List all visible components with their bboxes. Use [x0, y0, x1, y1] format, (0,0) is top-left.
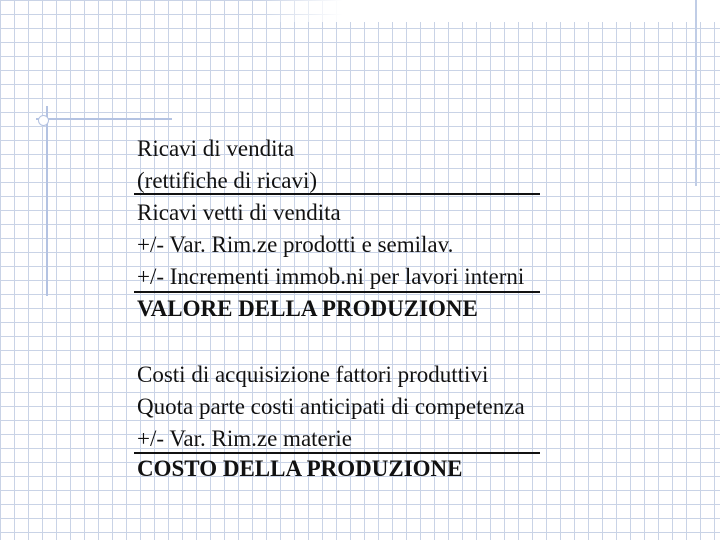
production-cost-total: COSTO DELLA PRODUZIONE — [137, 456, 463, 481]
revenue-line: Ricavi di vendita — [137, 136, 295, 161]
top-fade — [260, 0, 720, 22]
capitalized-work-line: +/- Incrementi immob.ni per lavori interni — [137, 264, 525, 289]
slide-decoration-horizontal — [36, 118, 172, 120]
accrued-costs-line: Quota parte costi anticipati di competenza — [137, 394, 525, 419]
net-revenue-line: Ricavi vetti di vendita — [137, 200, 341, 225]
slide-decoration-circle — [38, 115, 49, 126]
cost-total-rule — [134, 452, 540, 454]
revenue-adjustments-line: (rettifiche di ricavi) — [137, 168, 318, 193]
materials-inventory-change-line: +/- Var. Rim.ze materie — [137, 426, 353, 451]
subtotal-rule — [134, 193, 540, 195]
slide-decoration-vertical — [46, 106, 48, 296]
production-value-total: VALORE DELLA PRODUZIONE — [137, 296, 478, 321]
acquisition-costs-line: Costi di acquisizione fattori produttivi — [137, 362, 489, 387]
product-inventory-change-line: +/- Var. Rim.ze prodotti e semilav. — [137, 232, 454, 257]
right-edge-rule — [695, 0, 697, 186]
total-rule — [134, 291, 540, 293]
